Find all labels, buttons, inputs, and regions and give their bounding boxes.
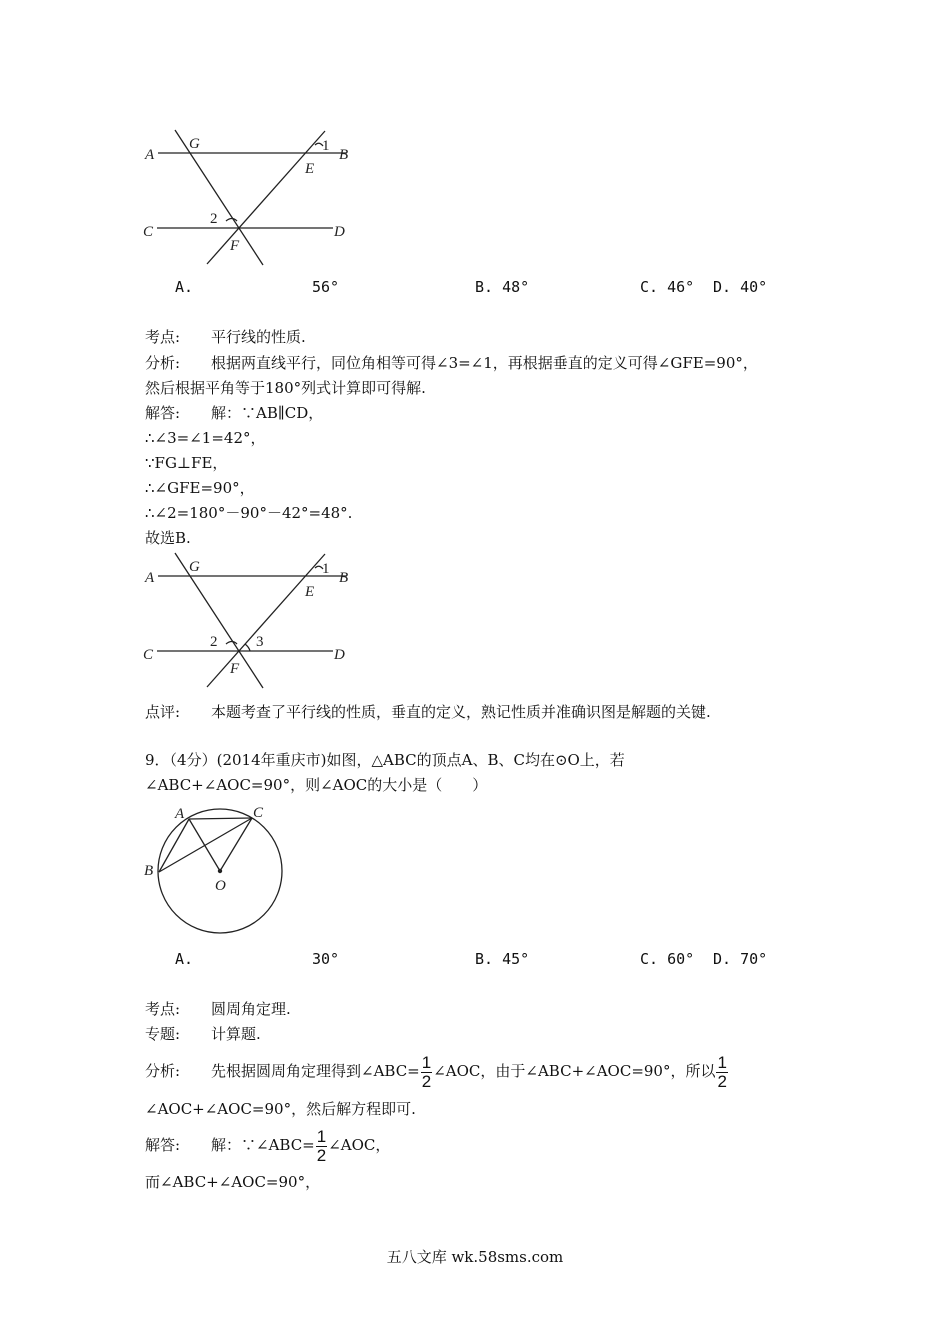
q8-step3: ∴∠GFE=90°，: [145, 479, 255, 497]
q8-option-c: C. 46°: [640, 278, 695, 296]
q8-option-a-value: 56°: [312, 278, 340, 296]
label-b: B: [339, 570, 349, 586]
q9-option-d: D. 70°: [713, 950, 768, 968]
label-angle-1: 1: [322, 138, 330, 154]
label-e: E: [305, 161, 315, 177]
chord-ac: [189, 818, 252, 819]
jieda-text: 解：∵AB∥CD，: [211, 404, 324, 422]
label-angle-2: 2: [210, 211, 218, 227]
fraction-half: [421, 1054, 432, 1091]
page-footer: 五八文库 wk.58sms.com: [386, 1248, 564, 1266]
kaodian-text: 圆周角定理.: [211, 1000, 291, 1018]
q8-option-b: B. 48°: [475, 278, 530, 296]
chord-bc: [159, 818, 252, 872]
kaodian-text: 平行线的性质.: [211, 328, 306, 346]
label-a: A: [145, 570, 155, 586]
kaodian-label: 考点:: [145, 328, 181, 346]
label-f: F: [230, 661, 240, 677]
label-e: E: [305, 584, 315, 600]
label-c: C: [253, 805, 264, 821]
label-o: O: [215, 878, 226, 894]
q9-option-c: C. 60°: [640, 950, 695, 968]
jieda-part1: 解：∵∠ABC=: [211, 1136, 315, 1154]
label-b: B: [144, 863, 154, 879]
fenxi-text-1: 根据两直线平行，同位角相等可得∠3=∠1，再根据垂直的定义可得∠GFE=90°，: [211, 354, 758, 372]
fraction-numerator: 1: [421, 1052, 432, 1072]
q8-dianping: [145, 702, 711, 722]
q9-jieda: [145, 1126, 390, 1165]
label-angle-2: 2: [210, 634, 218, 650]
fenxi-label: 分析:: [145, 1062, 181, 1080]
fraction-half: [316, 1128, 327, 1165]
label-a: A: [145, 147, 155, 163]
label-g: G: [189, 136, 200, 152]
radius-oa: [189, 819, 220, 871]
dianping-text: 本题考查了平行线的性质，垂直的定义，熟记性质并准确识图是解题的关键.: [211, 703, 711, 721]
q8-kaodian: [145, 327, 306, 347]
center-point: [218, 869, 222, 873]
jieda-label: 解答:: [145, 1136, 181, 1154]
q8-option-d: D. 40°: [713, 278, 768, 296]
radius-oc: [220, 818, 252, 871]
q9-fenxi-line2: ∠AOC+∠AOC=90°，然后解方程即可.: [145, 1100, 416, 1118]
fenxi-part1: 先根据圆周角定理得到∠ABC=: [211, 1062, 420, 1080]
q8-step1: ∴∠3=∠1=42°，: [145, 429, 266, 447]
q9-option-a-value: 30°: [312, 950, 340, 968]
line-ef: [207, 131, 325, 264]
q8-jieda: [145, 403, 323, 423]
q8-choice: 故选B.: [145, 529, 191, 547]
q9-fenxi: [145, 1052, 729, 1091]
figure-circle: [135, 800, 295, 945]
fenxi-label: 分析:: [145, 354, 181, 372]
label-g: G: [189, 559, 200, 575]
label-d: D: [334, 224, 345, 240]
label-angle-1: 1: [322, 561, 330, 577]
q9-kaodian: [145, 999, 291, 1019]
q9-zhuanti: [145, 1024, 261, 1044]
jieda-part2: ∠AOC，: [328, 1136, 391, 1154]
fraction-denominator: 2: [316, 1145, 327, 1165]
q8-fenxi-line2: 然后根据平角等于180°列式计算即可得解.: [145, 379, 426, 397]
zhuanti-label: 专题:: [145, 1025, 181, 1043]
fraction-numerator: 1: [717, 1052, 727, 1072]
q9-last-line: 而∠ABC+∠AOC=90°，: [145, 1173, 321, 1191]
line-ef: [207, 554, 325, 687]
q9-option-a: [175, 949, 193, 969]
q8-step2: ∵FG⊥FE，: [145, 454, 228, 472]
label-f: F: [230, 238, 240, 254]
q9-stem-line2: ∠ABC+∠AOC=90°，则∠AOC的大小是（ ）: [145, 776, 488, 794]
q8-fenxi: [145, 353, 758, 373]
q8-option-a-label: A.: [175, 278, 194, 296]
zhuanti-text: 计算题.: [211, 1025, 261, 1043]
kaodian-label: 考点:: [145, 1000, 181, 1018]
fraction-numerator: 1: [316, 1126, 327, 1146]
label-angle-3: 3: [256, 634, 264, 650]
fraction-denominator: 2: [717, 1071, 727, 1091]
fenxi-part2: ∠AOC，由于∠ABC+∠AOC=90°，所以: [433, 1062, 716, 1080]
label-d: D: [334, 647, 345, 663]
figure-parallel-lines-1: [135, 125, 365, 270]
fraction-half: [716, 1054, 727, 1091]
label-c: C: [143, 647, 154, 663]
dianping-label: 点评:: [145, 703, 181, 721]
q8-option-a: [175, 277, 193, 297]
jieda-label: 解答:: [145, 404, 181, 422]
label-c: C: [143, 224, 154, 240]
q9-stem-line1: 9．（4分）(2014年重庆市)如图，△ABC的顶点A、B、C均在⊙O上，若: [145, 751, 625, 769]
label-a: A: [175, 806, 185, 822]
angle-2-arc: [226, 642, 237, 645]
angle-2-arc: [226, 219, 237, 222]
figure-parallel-lines-2: [135, 548, 365, 693]
angle-3-arc: [245, 644, 250, 651]
label-b: B: [339, 147, 349, 163]
q8-step4: ∴∠2=180°－90°－42°=48°.: [145, 504, 353, 522]
q9-option-a-label: A.: [175, 950, 194, 968]
q9-option-b: B. 45°: [475, 950, 530, 968]
fraction-denominator: 2: [421, 1071, 432, 1091]
